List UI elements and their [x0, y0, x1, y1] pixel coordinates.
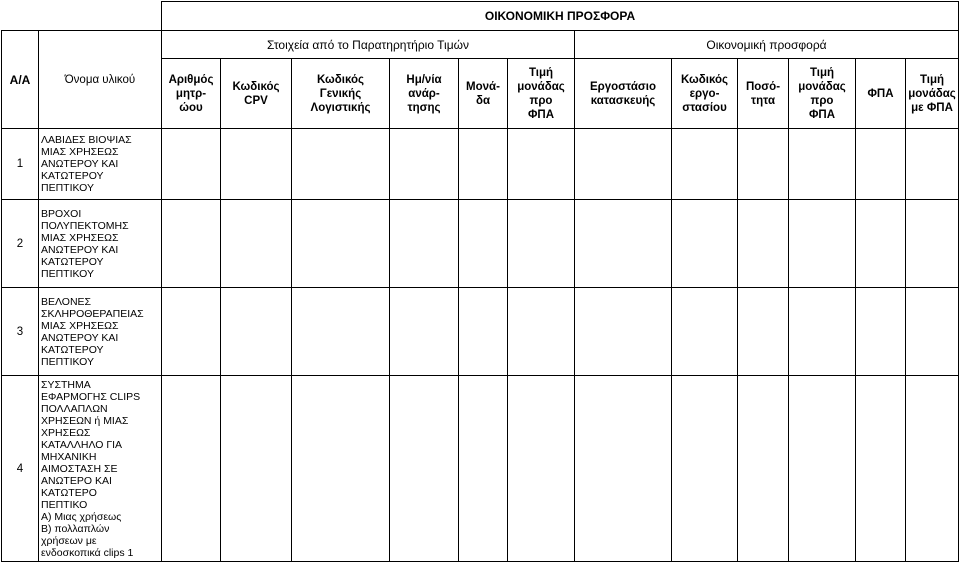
cell-unit-price-pre-vat[interactable] [508, 129, 575, 200]
cell-registry-number[interactable] [162, 200, 221, 288]
cell-offer-unit-price-pre-vat[interactable] [789, 129, 856, 200]
table-row [2, 288, 959, 376]
cell-vat[interactable] [856, 376, 906, 562]
column-vat: ΦΠΑ [856, 59, 906, 129]
column-registry-number: Αριθμός μητρ- ώου [162, 59, 221, 129]
cell-quantity[interactable] [738, 200, 789, 288]
financial-offer-table [1, 1, 959, 562]
group-financial-offer: Οικονομική προσφορά [575, 31, 959, 59]
cell-cpv-code[interactable] [221, 376, 292, 562]
row-number: 2 [2, 200, 39, 288]
cell-unit[interactable] [459, 288, 508, 376]
cell-unit-price-pre-vat[interactable] [508, 200, 575, 288]
cell-quantity[interactable] [738, 376, 789, 562]
column-material-name: Όνομα υλικού [39, 31, 162, 129]
cell-quantity[interactable] [738, 288, 789, 376]
column-posting-date: Ημ/νία ανάρ- τησης [390, 59, 459, 129]
cell-general-ledger-code[interactable] [292, 129, 390, 200]
column-offer-unit-price-pre-vat: Τιμή μονάδας προ ΦΠΑ [789, 59, 856, 129]
column-unit-price-pre-vat: Τιμή μονάδας προ ΦΠΑ [508, 59, 575, 129]
cell-factory-code[interactable] [672, 376, 738, 562]
cell-posting-date[interactable] [390, 376, 459, 562]
cell-unit-price-with-vat[interactable] [906, 288, 959, 376]
cell-unit[interactable] [459, 200, 508, 288]
table-row [2, 200, 959, 288]
cell-factory[interactable] [575, 376, 672, 562]
cell-vat[interactable] [856, 288, 906, 376]
main-title: ΟΙΚΟΝΟΜΙΚΗ ΠΡΟΣΦΟΡΑ [162, 2, 959, 31]
cell-unit-price-with-vat[interactable] [906, 129, 959, 200]
cell-factory[interactable] [575, 129, 672, 200]
column-factory: Εργοστάσιο κατασκευής [575, 59, 672, 129]
cell-unit-price-pre-vat[interactable] [508, 376, 575, 562]
cell-unit[interactable] [459, 129, 508, 200]
column-unit: Μονά- δα [459, 59, 508, 129]
cell-posting-date[interactable] [390, 288, 459, 376]
material-name: ΒΕΛΟΝΕΣ ΣΚΛΗΡΟΘΕΡΑΠΕΙΑΣ ΜΙΑΣ ΧΡΗΣΕΩΣ ΑΝΩΤΕΡΟΥ ΚΑΙ ΚΑΤΩΤΕΡΟΥ ΠΕΠΤΙΚΟΥ [39, 288, 162, 376]
cell-offer-unit-price-pre-vat[interactable] [789, 200, 856, 288]
material-name: ΒΡΟΧΟΙ ΠΟΛΥΠΕΚΤΟΜΗΣ ΜΙΑΣ ΧΡΗΣΕΩΣ ΑΝΩΤΕΡΟΥ ΚΑΙ ΚΑΤΩΤΕΡΟΥ ΠΕΠΤΙΚΟΥ [39, 200, 162, 288]
row-number: 3 [2, 288, 39, 376]
cell-cpv-code[interactable] [221, 288, 292, 376]
cell-cpv-code[interactable] [221, 129, 292, 200]
cell-unit-price-with-vat[interactable] [906, 376, 959, 562]
cell-registry-number[interactable] [162, 288, 221, 376]
cell-registry-number[interactable] [162, 376, 221, 562]
table-row [2, 129, 959, 200]
column-factory-code: Κωδικός εργο- στασίου [672, 59, 738, 129]
cell-factory-code[interactable] [672, 129, 738, 200]
column-general-ledger-code: Κωδικός Γενικής Λογιστικής [292, 59, 390, 129]
cell-vat[interactable] [856, 200, 906, 288]
cell-offer-unit-price-pre-vat[interactable] [789, 376, 856, 562]
cell-factory[interactable] [575, 200, 672, 288]
group-price-observatory: Στοιχεία από το Παρατηρητήριο Τιμών [162, 31, 575, 59]
cell-general-ledger-code[interactable] [292, 200, 390, 288]
material-name: ΣΥΣΤΗΜΑ ΕΦΑΡΜΟΓΗΣ CLIPS ΠΟΛΛΑΠΛΩΝ ΧΡΗΣΕΩΝ ή ΜΙΑΣ ΧΡΗΣΕΩΣ ΚΑΤΑΛΛΗΛΟ ΓΙΑ ΜΗΧΑΝΙΚΗ ΑΙΜΟΣΤΑΣΗ ΣΕ ΑΝΩΤΕΡΟ ΚΑΙ ΚΑΤΩΤΕΡΟ ΠΕΠΤΙΚΟ Α) Μιας χρήσεως Β) πολλαπλών χρήσεων με ενδοσκοπικά clips 1 [39, 376, 162, 562]
row-number: 1 [2, 129, 39, 200]
cell-factory-code[interactable] [672, 200, 738, 288]
cell-posting-date[interactable] [390, 129, 459, 200]
column-aa: Α/Α [2, 31, 39, 129]
cell-general-ledger-code[interactable] [292, 376, 390, 562]
row-number: 4 [2, 376, 39, 562]
blank-corner [2, 2, 162, 31]
cell-unit[interactable] [459, 376, 508, 562]
cell-cpv-code[interactable] [221, 200, 292, 288]
column-unit-price-with-vat: Τιμή μονάδας με ΦΠΑ [906, 59, 959, 129]
cell-vat[interactable] [856, 129, 906, 200]
cell-offer-unit-price-pre-vat[interactable] [789, 288, 856, 376]
cell-factory[interactable] [575, 288, 672, 376]
column-quantity: Ποσό- τητα [738, 59, 789, 129]
cell-posting-date[interactable] [390, 200, 459, 288]
column-cpv-code: Κωδικός CPV [221, 59, 292, 129]
cell-registry-number[interactable] [162, 129, 221, 200]
cell-quantity[interactable] [738, 129, 789, 200]
cell-factory-code[interactable] [672, 288, 738, 376]
table-row [2, 376, 959, 562]
material-name: ΛΑΒΙΔΕΣ ΒΙΟΨΙΑΣ ΜΙΑΣ ΧΡΗΣΕΩΣ ΑΝΩΤΕΡΟΥ ΚΑΙ ΚΑΤΩΤΕΡΟΥ ΠΕΠΤΙΚΟΥ [39, 129, 162, 200]
cell-unit-price-with-vat[interactable] [906, 200, 959, 288]
cell-general-ledger-code[interactable] [292, 288, 390, 376]
cell-unit-price-pre-vat[interactable] [508, 288, 575, 376]
